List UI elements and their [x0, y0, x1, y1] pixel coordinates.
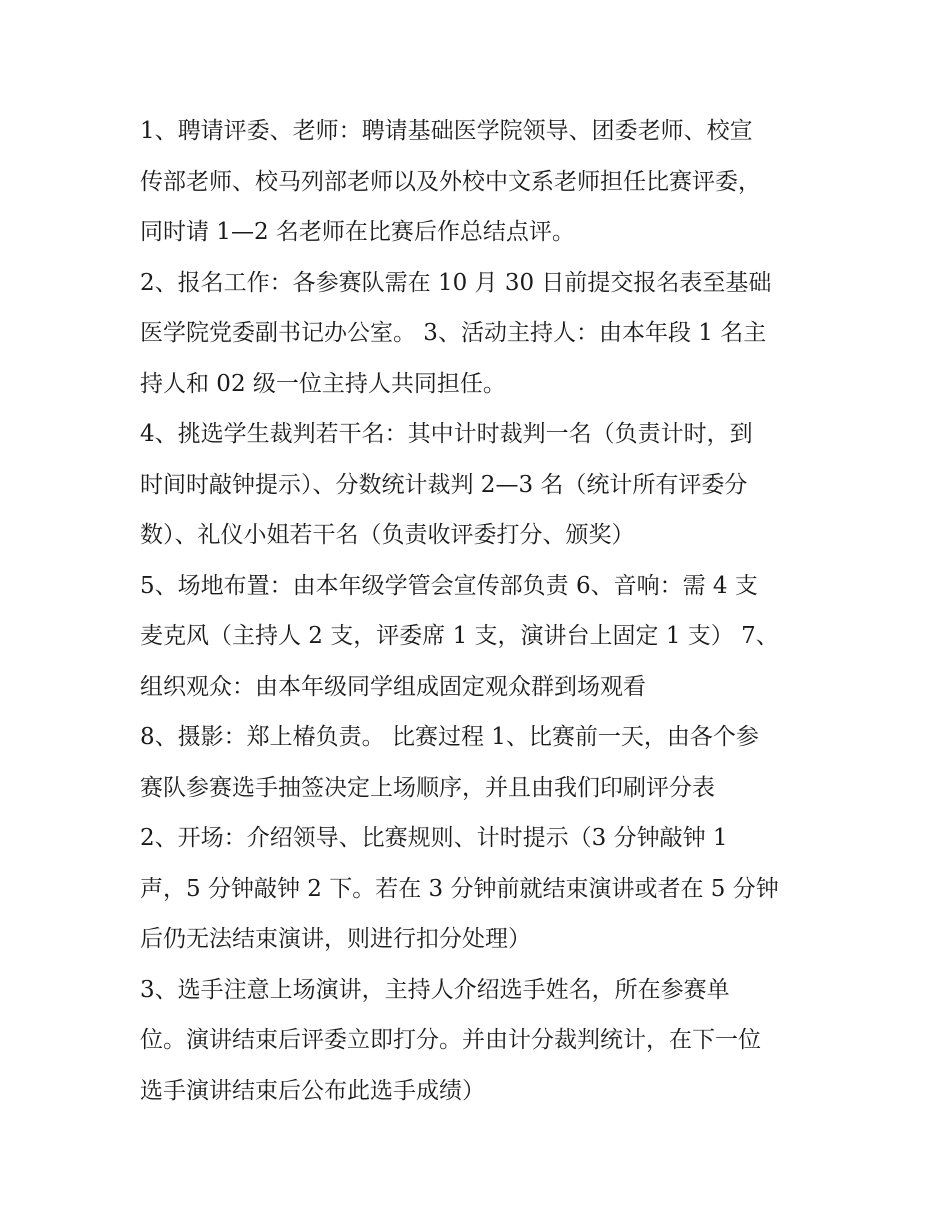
text-line: 选手演讲结束后公布此选手成绩） — [140, 1077, 485, 1104]
text-line: 麦克风（主持人 2 支，评委席 1 支，演讲台上固定 1 支） 7、 — [140, 623, 779, 649]
text-line: 赛队参赛选手抽签决定上场顺序，并且由我们印刷评分表 — [140, 774, 715, 801]
text-line: 数）、礼仪小姐若干名（负责收评委打分、颁奖） — [140, 522, 635, 548]
text-line: 8、摄影：郑上椿负责。 比赛过程 1、比赛前一天，由各个参 — [140, 724, 759, 750]
text-line: 位。演讲结束后评委立即打分。并由计分裁判统计，在下一位 — [140, 1027, 761, 1053]
text-line: 2、报名工作：各参赛队需在 10 月 30 日前提交报名表至基础 — [140, 269, 772, 296]
text-line: 同时请 1—2 名老师在比赛后作总结点评。 — [140, 219, 575, 245]
text-line: 后仍无法结束演讲，则进行扣分处理） — [140, 926, 531, 952]
text-line: 医学院党委副书记办公室。 3、活动主持人：由本年段 1 名主 — [140, 320, 767, 346]
text-line: 声，5 分钟敲钟 2 下。若在 3 分钟前就结束演讲或者在 5 分钟 — [140, 875, 779, 902]
text-line: 时间时敲钟提示）、分数统计裁判 2—3 名（统计所有评委分 — [140, 471, 748, 498]
document-body — [140, 106, 830, 1116]
text-line: 4、挑选学生裁判若干名：其中计时裁判一名（负责计时，到 — [140, 421, 753, 447]
text-line: 持人和 02 级一位主持人共同担任。 — [140, 370, 506, 397]
text-line: 5、场地布置：由本年级学管会宣传部负责 6、音响：需 4 支 — [140, 572, 758, 599]
text-line: 传部老师、校马列部老师以及外校中文系老师担任比赛评委， — [140, 168, 761, 195]
text-line: 2、开场：介绍领导、比赛规则、计时提示（3 分钟敲钟 1 — [140, 825, 728, 851]
text-line: 3、选手注意上场演讲，主持人介绍选手姓名，所在参赛单 — [140, 976, 730, 1003]
text-line: 1、聘请评委、老师：聘请基础医学院领导、团委老师、校宣 — [140, 118, 753, 144]
text-line: 组织观众：由本年级同学组成固定观众群到场观看 — [140, 673, 646, 700]
